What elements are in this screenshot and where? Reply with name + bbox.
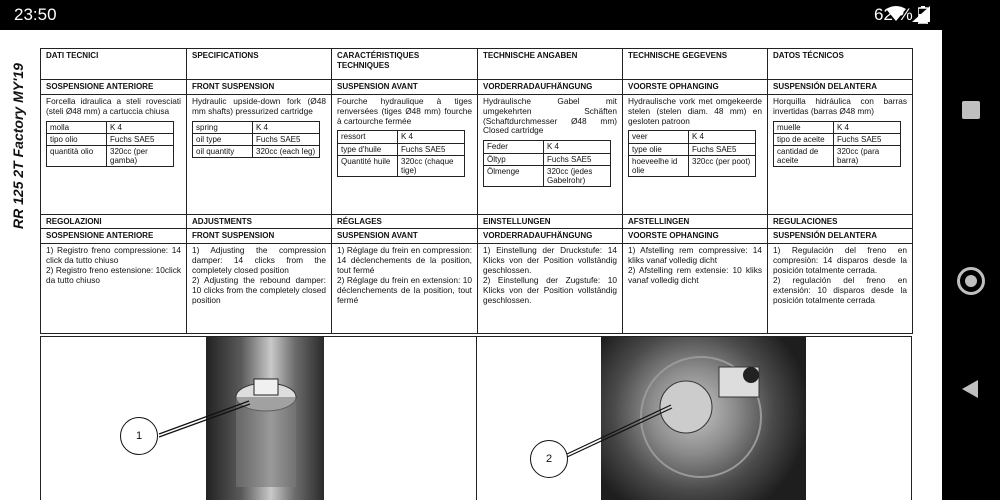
adjust-step-1: 1) Afstelling rem compressive: 14 kliks vanaf volledig dicht [628, 244, 762, 265]
adjust-step-1: 1) Registro freno compressione: 14 click da tutto chiuso [46, 244, 181, 265]
spec-cell [478, 94, 623, 214]
callout-2: 2 [530, 440, 568, 478]
spec-value: 320cc (chaque tige) [398, 155, 465, 176]
spec-mini-table [483, 140, 611, 187]
col-subheader: SUSPENSIÓN DELANTERA [768, 80, 913, 95]
section-header: REGULACIONES [768, 214, 913, 229]
spec-value: K 4 [107, 121, 174, 133]
spec-mini-table [628, 130, 756, 177]
spec-mini-table [46, 121, 174, 168]
spec-value: K 4 [834, 121, 901, 133]
col-header: DATOS TÉCNICOS [768, 49, 913, 80]
spec-label: oil type [193, 133, 253, 145]
fork-description: Horquilla hidráulica con barras invertidas (barras Ø48 mm) [773, 95, 907, 116]
spec-value: 320cc (jedes Gabelrohr) [544, 165, 611, 186]
col-subheader: VORDERRADAUFHÄNGUNG [478, 80, 623, 95]
col-header: DATI TECNICI [41, 49, 187, 80]
spec-value: Fuchs SAE5 [544, 153, 611, 165]
spec-label: spring [193, 121, 253, 133]
col-header: TECHNISCHE GEGEVENS [623, 49, 768, 80]
spec-value: K 4 [544, 141, 611, 153]
spec-value: Fuchs SAE5 [689, 143, 756, 155]
section-header: RÉGLAGES [332, 214, 478, 229]
adjust-step-2: 2) Adjusting the rebound damper: 10 clicks from the completely closed position [192, 274, 326, 305]
spec-mini-table [192, 121, 320, 159]
spec-label: hoeveelhe id olie [629, 155, 689, 176]
subheader-row-2 [41, 229, 913, 244]
spec-table [40, 48, 913, 334]
spec-value: Fuchs SAE5 [834, 133, 901, 145]
col-subheader: VOORSTE OPHANGING [623, 229, 768, 244]
adjust-body-row [41, 243, 913, 333]
adjust-step-2: 2) Einstellung der Zugstufe: 10 Klicks von der Position vollständig geschlossen. [483, 274, 617, 305]
section-header: REGOLAZIONI [41, 214, 187, 229]
adjust-step-2: 2) Registro freno estensione: 10click da tutto chiuso [46, 264, 181, 285]
spec-value: K 4 [689, 131, 756, 143]
battery-icon [918, 6, 928, 24]
spec-label: type olie [629, 143, 689, 155]
side-title [7, 35, 29, 257]
section-header: AFSTELLINGEN [623, 214, 768, 229]
navigation-bar [942, 30, 1000, 500]
spec-label: molla [47, 121, 107, 133]
spec-value: Fuchs SAE5 [107, 133, 174, 145]
spec-cell [768, 94, 913, 214]
battery-percent: 62 % [874, 5, 913, 24]
spec-value: 320cc (per gamba) [107, 145, 174, 166]
back-button[interactable] [962, 380, 978, 398]
spec-label: type d'huile [338, 143, 398, 155]
adjust-step-2: 2) Réglage du frein en extension: 10 déclenchements de la position, tout fermé [337, 274, 472, 305]
col-subheader: SOSPENSIONE ANTERIORE [41, 229, 187, 244]
spec-cell [41, 94, 187, 214]
fork-description: Hydraulic upside-down fork (Ø48 mm shafts) pressurized cartridge [192, 95, 326, 116]
adjust-step-1: 1) Regulación del freno en compresiòn: 14 disparos desde la posición totalmente cerrada. [773, 244, 907, 275]
section-row [41, 214, 913, 229]
col-subheader: VORDERRADAUFHÄNGUNG [478, 229, 623, 244]
spec-label: quantità olio [47, 145, 107, 166]
fork-description: Fourche hydraulique à tiges renversées (tiges Ø48 mm) fourche à cartourche fermée [337, 95, 472, 126]
document-page [0, 30, 942, 500]
spec-body-row [41, 94, 913, 214]
clock: 23:50 [14, 5, 57, 24]
spec-label: cantidad de aceite [774, 145, 834, 166]
spec-value: K 4 [253, 121, 320, 133]
callout-1: 1 [120, 417, 158, 455]
status-bar [0, 0, 1000, 30]
fork-description: Hydraulische vork met omgekeerde stelen (stelen diam. 48 mm) en gesloten patroon [628, 95, 762, 126]
col-subheader: VOORSTE OPHANGING [623, 80, 768, 95]
spec-mini-table [773, 121, 901, 168]
col-subheader: FRONT SUSPENSION [187, 80, 332, 95]
adjust-cell [768, 243, 913, 333]
spec-mini-table [337, 130, 465, 177]
spec-label: Quantité huile [338, 155, 398, 176]
adjust-step-1: 1) Adjusting the compression damper: 14 clicks from the completely closed position [192, 244, 326, 275]
spec-label: tipo de aceite [774, 133, 834, 145]
subheader-row [41, 80, 913, 95]
section-header: ADJUSTMENTS [187, 214, 332, 229]
spec-value: K 4 [398, 131, 465, 143]
col-subheader: SUSPENSION AVANT [332, 229, 478, 244]
col-subheader: FRONT SUSPENSION [187, 229, 332, 244]
adjust-cell [41, 243, 187, 333]
callout-leaders [41, 337, 913, 500]
fork-description: Hydraulische Gabel mit umgekehrten Schäften (Schaftdurchmesser Ø48 mm) Closed cartridge [483, 95, 617, 136]
spec-label: Öltyp [484, 153, 544, 165]
adjust-step-2: 2) Afstelling rem extensie: 10 kliks vanaf volledig dicht [628, 264, 762, 285]
fork-description: Forcella idraulica a steli rovesciati (steli Ø48 mm) a cartuccia chiusa [46, 95, 181, 116]
col-header: TECHNISCHE ANGABEN [478, 49, 623, 80]
col-header: CARACTÉRISTIQUES TECHNIQUES [332, 49, 478, 80]
spec-value: 320cc (para barra) [834, 145, 901, 166]
col-subheader: SUSPENSION AVANT [332, 80, 478, 95]
spec-value: 320cc (per poot) [689, 155, 756, 176]
adjust-step-2: 2) regulación del freno en extensión: 10 disparos desde la posición totalmente cerrada [773, 274, 907, 305]
spec-label: tipo olio [47, 133, 107, 145]
col-header: SPECIFICATIONS [187, 49, 332, 80]
spec-value: 320cc (each leg) [253, 145, 320, 157]
spec-label: oil quantity [193, 145, 253, 157]
col-subheader: SUSPENSIÓN DELANTERA [768, 229, 913, 244]
adjust-cell [187, 243, 332, 333]
header-row [41, 49, 913, 80]
col-subheader: SOSPENSIONE ANTERIORE [41, 80, 187, 95]
adjust-step-1: 1) Réglage du frein en compression: 14 déclenchements de la position, tout fermé [337, 244, 472, 275]
spec-label: Feder [484, 141, 544, 153]
spec-label: Ölmenge [484, 165, 544, 186]
spec-cell [623, 94, 768, 214]
home-button[interactable] [957, 267, 985, 295]
spec-value: Fuchs SAE5 [253, 133, 320, 145]
adjust-cell [623, 243, 768, 333]
section-header: EINSTELLUNGEN [478, 214, 623, 229]
side-title-text: RR 125 2T Factory MY'19 [10, 63, 26, 229]
adjust-cell [332, 243, 478, 333]
recents-button[interactable] [962, 101, 980, 119]
spec-label: ressort [338, 131, 398, 143]
adjust-cell [478, 243, 623, 333]
photo-area [40, 336, 912, 500]
adjust-step-1: 1) Einstellung der Druckstufe: 14 Klicks von der Position vollständig geschlossen. [483, 244, 617, 275]
spec-cell [332, 94, 478, 214]
spec-label: muelle [774, 121, 834, 133]
spec-value: Fuchs SAE5 [398, 143, 465, 155]
spec-cell [187, 94, 332, 214]
spec-label: veer [629, 131, 689, 143]
